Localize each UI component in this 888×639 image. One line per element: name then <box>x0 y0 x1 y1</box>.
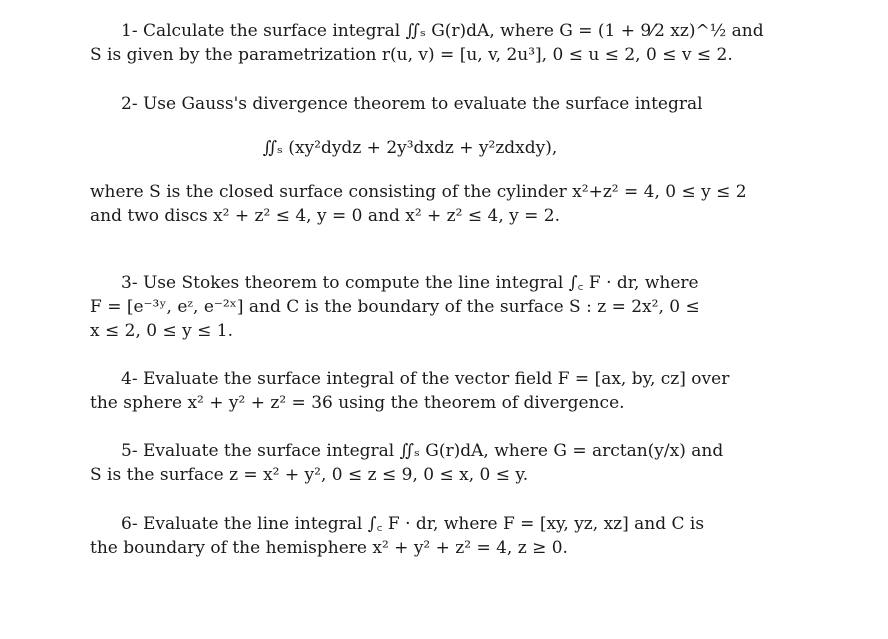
problem-1 <box>90 19 764 67</box>
problem-2-line-2: and two discs x² + z² ≤ 4, y = 0 and x² + z² ≤ 4, y = 2. <box>90 206 561 226</box>
problem-4-line-2: the sphere x² + y² + z² = 36 using the theorem of divergence. <box>90 393 625 413</box>
problem-2-equation: ∬ₛ (xy²dydz + 2y³dxdz + y²zdxdy), <box>262 138 558 158</box>
problem-2-line-1: where S is the closed surface consisting of the cylinder x²+z² = 4, 0 ≤ y ≤ 2 <box>90 182 747 202</box>
problem-3-line-1: 3- Use Stokes theorem to compute the line integral ∫꜀ F · dr, where <box>121 273 699 293</box>
problem-5 <box>90 439 730 487</box>
problem-6 <box>90 512 730 560</box>
problem-4-line-1: 4- Evaluate the surface integral of the vector field F = [ax, by, cz] over <box>121 369 730 389</box>
problem-2 <box>90 92 747 228</box>
problem-6-line-2: the boundary of the hemisphere x² + y² + z² = 4, z ≥ 0. <box>90 538 568 558</box>
problem-6-line-1: 6- Evaluate the line integral ∫꜀ F · dr, where F = [xy, yz, xz] and C is <box>121 514 705 534</box>
problem-1-line-1: 1- Calculate the surface integral ∬ₛ G(r)dA, where G = (1 + 9⁄2 xz)^½ and <box>121 21 764 41</box>
problem-2-intro: 2- Use Gauss's divergence theorem to evaluate the surface integral <box>121 94 703 114</box>
problem-3 <box>90 271 730 343</box>
problem-5-line-2: S is the surface z = x² + y², 0 ≤ z ≤ 9, 0 ≤ x, 0 ≤ y. <box>90 465 529 485</box>
problem-4 <box>90 367 730 415</box>
problem-3-line-3: x ≤ 2, 0 ≤ y ≤ 1. <box>90 321 234 341</box>
problem-1-line-2: S is given by the parametrization r(u, v) = [u, v, 2u³], 0 ≤ u ≤ 2, 0 ≤ v ≤ 2. <box>90 45 733 65</box>
problem-5-line-1: 5- Evaluate the surface integral ∬ₛ G(r)dA, where G = arctan(y/x) and <box>121 441 724 461</box>
problem-3-line-2: F = [e⁻³ʸ, eᶻ, e⁻²ˣ] and C is the boundary of the surface S : z = 2x², 0 ≤ <box>90 297 700 317</box>
